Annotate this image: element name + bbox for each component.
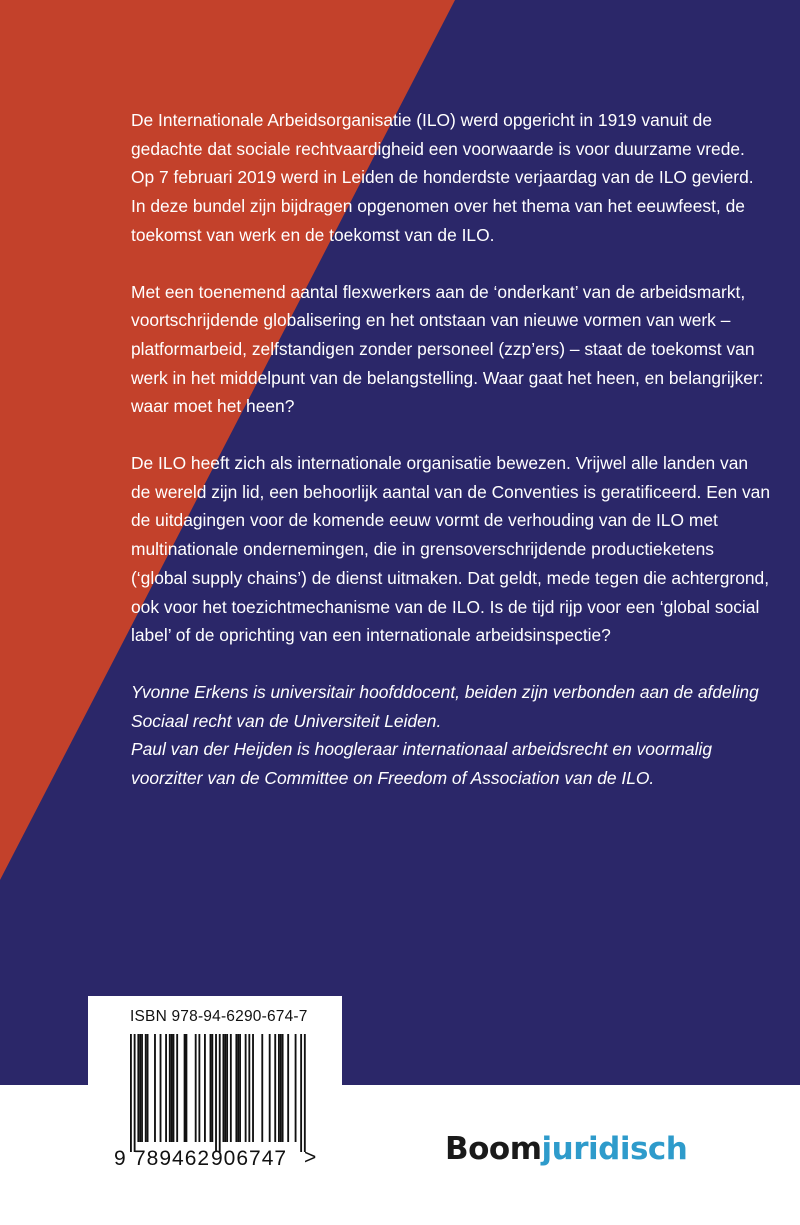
barcode-bar: [274, 1034, 276, 1142]
barcode-bar: [211, 1034, 213, 1142]
isbn-label: ISBN 978-94-6290-674-7: [130, 1008, 308, 1025]
barcode-bars: [130, 1034, 306, 1152]
publisher-logo-boom: Boom: [445, 1131, 542, 1167]
barcode-bar: [269, 1034, 271, 1142]
author-bio-erkens: Yvonne Erkens is universitair hoofddocent, beiden zijn verbonden aan de afdeling Sociaal recht van de Universiteit Leiden.: [131, 681, 759, 731]
barcode-bar: [145, 1034, 147, 1142]
barcode-box: [88, 996, 342, 1225]
barcode-bar: [139, 1034, 141, 1142]
barcode-digit-first: 9: [114, 1147, 126, 1170]
barcode-bar: [226, 1034, 228, 1142]
barcode-bar: [239, 1034, 241, 1142]
barcode-bar: [278, 1034, 280, 1142]
barcode-guard-bar: [215, 1034, 217, 1152]
barcode-bar: [295, 1034, 297, 1142]
blurb-paragraph-3: De ILO heeft zich als internationale organisatie bewezen. Vrijwel alle landen van de wereld zijn lid, een behoorlijk aantal van de Conventies is geratificeerd. Een van de uitdagingen voor de komende eeuw vormt de verhouding van de ILO met multinationale ondernemingen, die in grensoverschrijdende productieketens (‘global supply chains’) de dienst uitmaken. Dat geldt, mede tegen die achtergrond, ook voor het toezichtmechanisme van de ILO. Is de tijd rijp voor een ‘global social label’ of de oprichting van een internationale arbeidsinspectie?: [131, 453, 771, 646]
barcode-bar: [184, 1034, 186, 1142]
barcode-bar: [287, 1034, 289, 1142]
publisher-logo-juridisch: juridisch: [541, 1131, 688, 1167]
barcode-bar: [248, 1034, 250, 1142]
barcode-bar: [169, 1034, 171, 1142]
barcode-guard-bar: [130, 1034, 132, 1152]
barcode-bar: [137, 1034, 139, 1142]
barcode-bar: [204, 1034, 206, 1142]
barcode-bar: [282, 1034, 284, 1142]
barcode-bar: [280, 1034, 282, 1142]
barcode-bar: [154, 1034, 156, 1142]
barcode-bar: [210, 1034, 212, 1142]
barcode-digits-right: 906747: [211, 1147, 288, 1170]
barcode-bar: [198, 1034, 200, 1142]
barcode-bar: [171, 1034, 173, 1142]
blurb-paragraph-1: De Internationale Arbeidsorganisatie (ILO) werd opgericht in 1919 vanuit de gedachte dat sociale rechtvaardigheid een voorwaarde is voor duurzame vrede. Op 7 februari 2019 werd in Leiden de honderdste verjaardag van de ILO gevierd. In deze bundel zijn bijdragen opgenomen over het thema van het eeuwfeest, de toekomst van werk en de toekomst van de ILO.: [131, 110, 754, 245]
barcode-digits-left: 789462: [134, 1147, 211, 1170]
barcode-guard-bar: [304, 1034, 306, 1152]
blurb-text: [131, 106, 771, 793]
barcode: [88, 996, 342, 1225]
barcode-bar: [173, 1034, 175, 1142]
barcode-bar: [224, 1034, 226, 1142]
author-bios: [131, 678, 771, 793]
author-bio-van-der-heijden: Paul van der Heijden is hoogleraar internationaal arbeidsrecht en voormalig voorzitter van de Committee on Freedom of Association van de ILO.: [131, 739, 712, 789]
barcode-bar: [186, 1034, 188, 1142]
barcode-bar: [160, 1034, 162, 1142]
barcode-bar: [245, 1034, 247, 1142]
barcode-guard-bar: [219, 1034, 221, 1152]
barcode-bar: [261, 1034, 263, 1142]
barcode-bar: [252, 1034, 254, 1142]
barcode-quiet-zone-marker: >: [304, 1146, 317, 1169]
barcode-bar: [235, 1034, 237, 1142]
barcode-guard-bar: [300, 1034, 302, 1152]
barcode-bar: [141, 1034, 143, 1142]
barcode-bar: [223, 1034, 225, 1142]
publisher-logo: [445, 1131, 687, 1167]
barcode-bar: [195, 1034, 197, 1142]
barcode-bar: [237, 1034, 239, 1142]
blurb-paragraph-2: Met een toenemend aantal flexwerkers aan de ‘onderkant’ van de arbeidsmarkt, voortschrijdende globalisering en het ontstaan van nieuwe vormen van werk – platformarbeid, zelfstandigen zonder personeel (zzp’ers) – staat de toekomst van werk in het middelpunt van de belangstelling. Waar gaat het heen, en belangrijker: waar moet het heen?: [131, 281, 764, 417]
barcode-bar: [230, 1034, 232, 1142]
barcode-bar: [165, 1034, 167, 1142]
barcode-bar: [176, 1034, 178, 1142]
barcode-bar: [147, 1034, 149, 1142]
barcode-guard-bar: [134, 1034, 136, 1152]
